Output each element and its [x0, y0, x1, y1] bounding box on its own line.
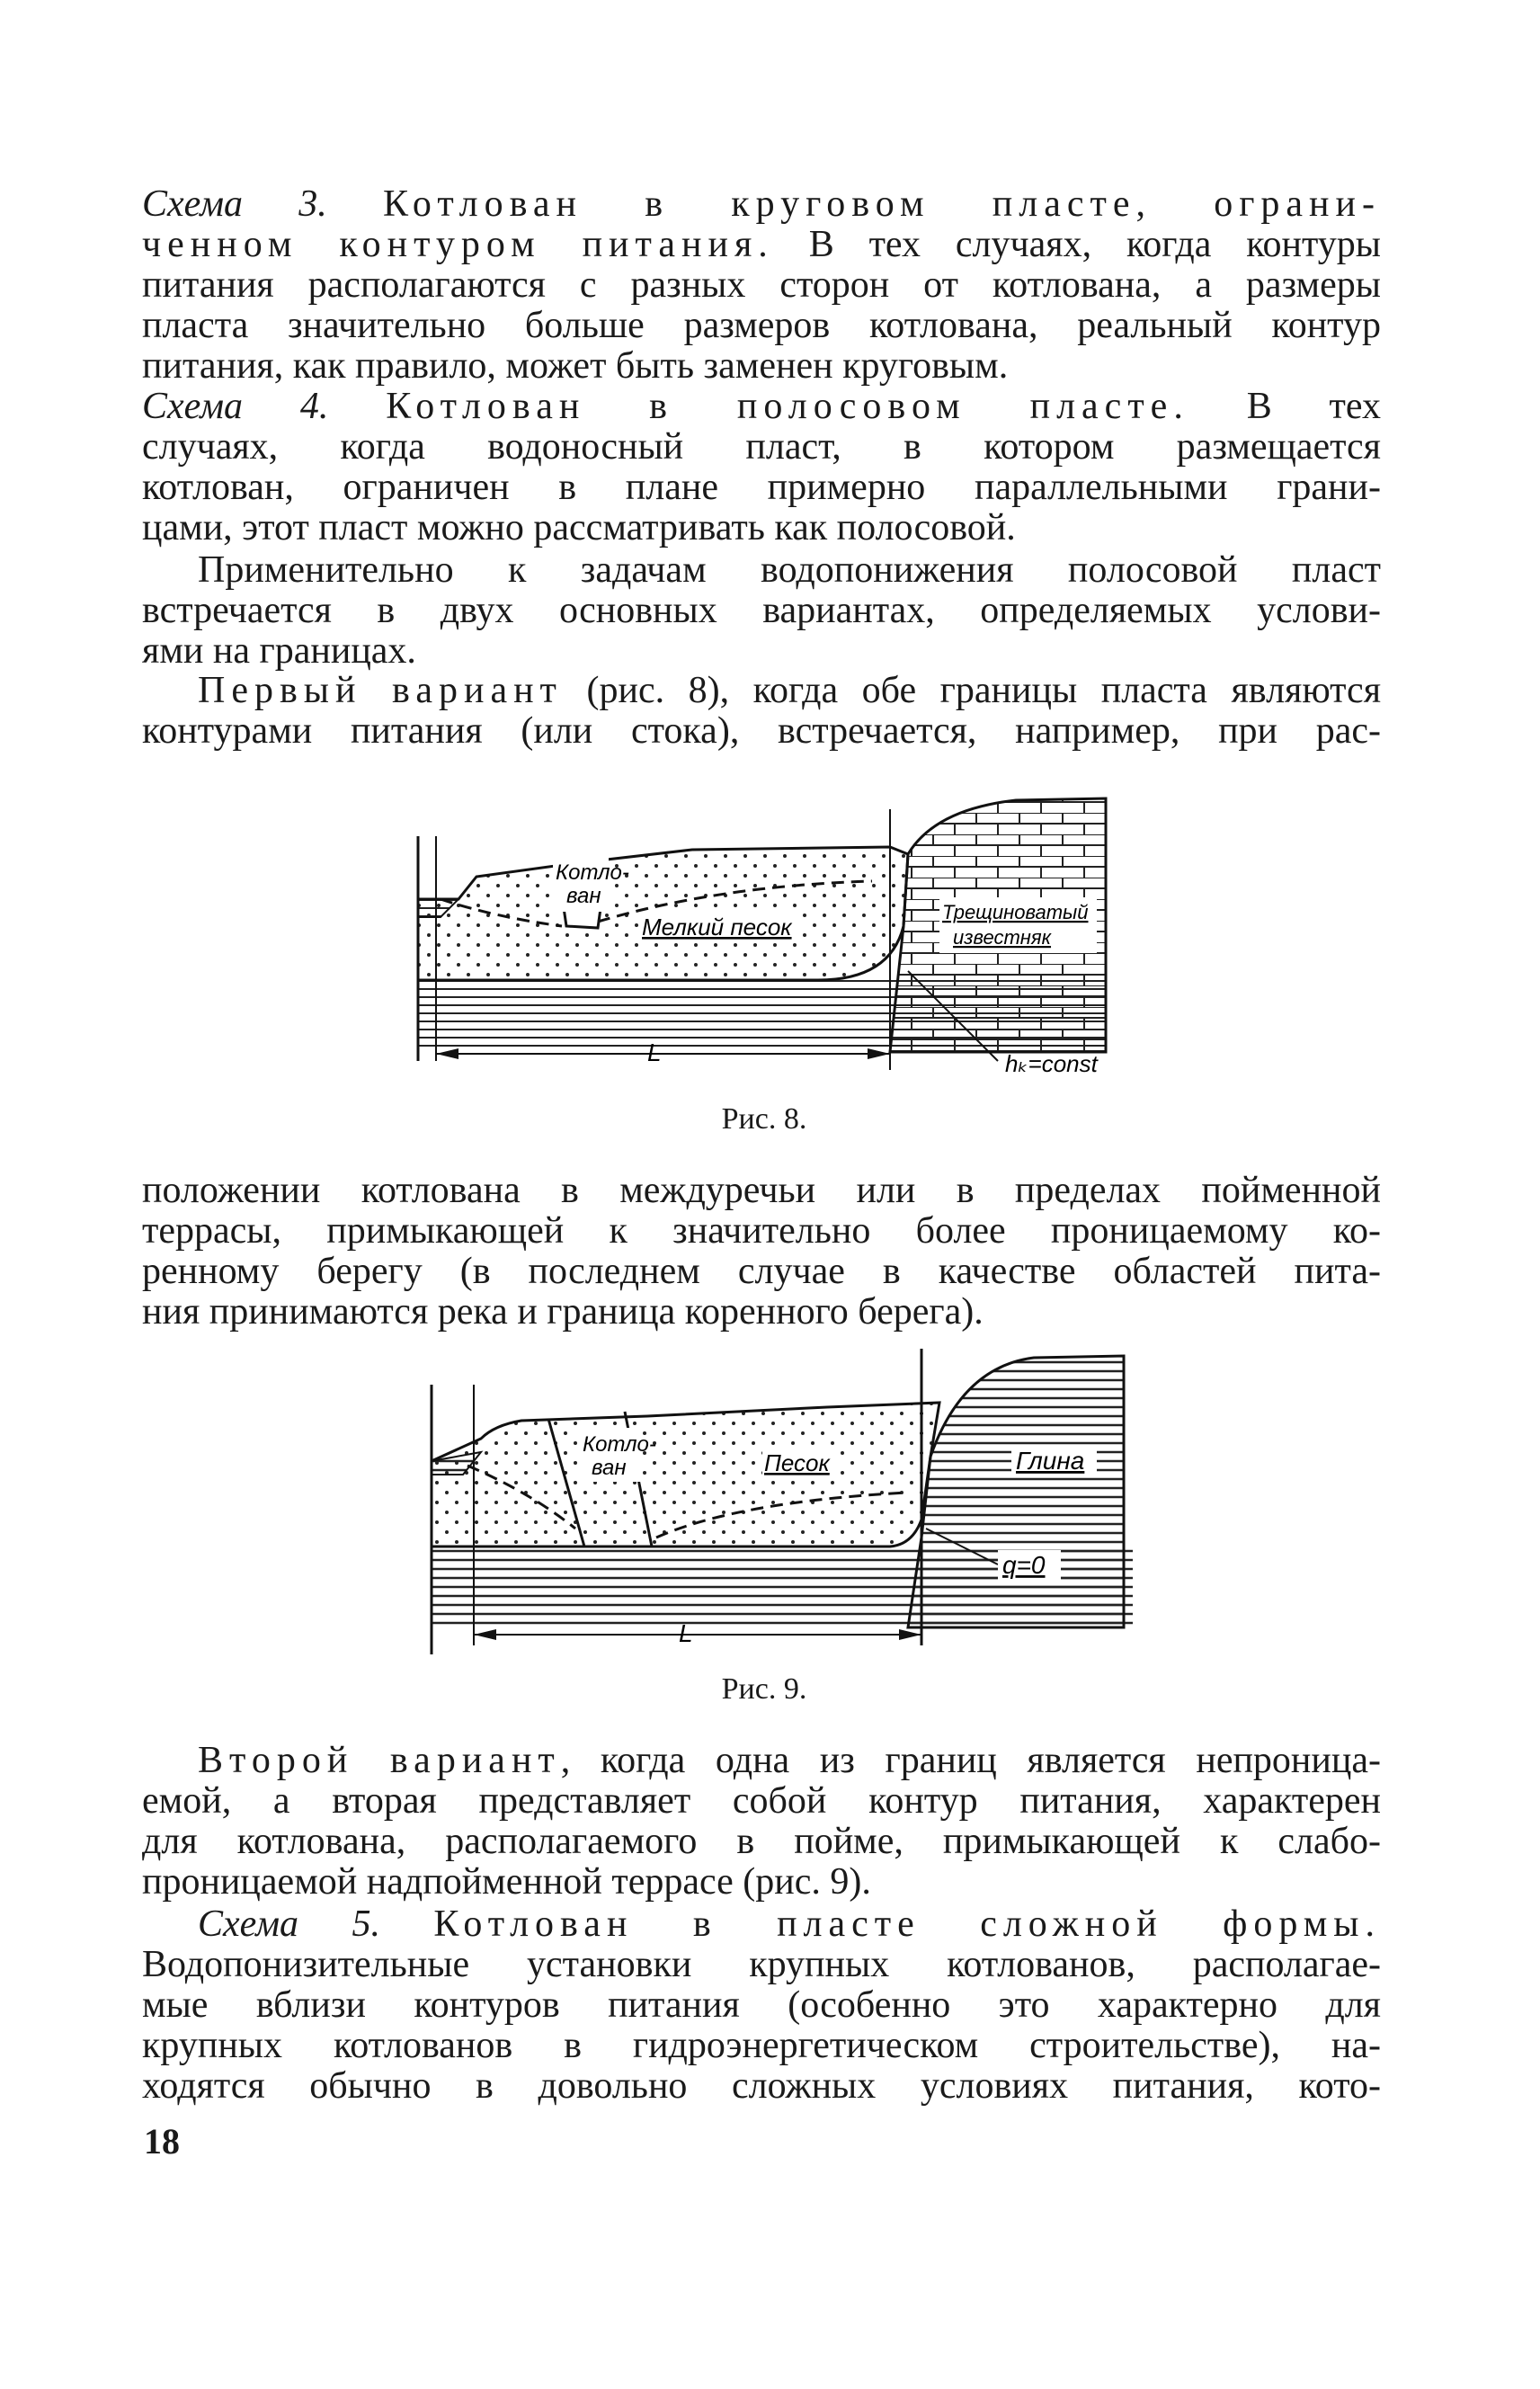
fig8-limestone-label-1: Трещиноватый: [942, 901, 1089, 923]
schema-3-title: Котлован в круговом пласте, ограни-: [382, 183, 1381, 225]
text-line: пласта значительно больше размеров котлована, реальный контур: [142, 305, 1381, 346]
text-line: емой, а вторая представляет собой контур питания, характерен: [142, 1780, 1381, 1822]
text-line: контурами питания (или стока), встречается, например, при рас-: [142, 710, 1381, 752]
paragraph-floodplain: [142, 1171, 1381, 1333]
fig9-length-label: L: [679, 1619, 693, 1647]
text-line: ния принимаются река и граница коренного берега).: [142, 1291, 984, 1333]
fig8-pit-label-1: Котло-: [556, 860, 629, 885]
text-line: ходятся обычно в довольно сложных условиях питания, кото-: [142, 2065, 1381, 2107]
fig9-flow-label: q=0: [1002, 1551, 1046, 1579]
fig8-length-label: L: [647, 1039, 662, 1066]
fig9-pit-label-2: ван: [592, 1456, 627, 1480]
text-line: встречается в двух основных вариантах, определяемых услови-: [142, 590, 1381, 631]
text-line: положении котлована в междуречьи или в пределах пойменной: [142, 1170, 1381, 1211]
variant-2-label: Второй вариант: [198, 1740, 561, 1781]
text-line: случаях, когда водоносный пласт, в котором размещается: [142, 426, 1381, 468]
sand-layer: [432, 1403, 939, 1547]
schema-4-title: Котлован в полосовом пласте.: [386, 386, 1189, 427]
text-line: для котлована, располагаемого в пойме, примыкающей к слабо-: [142, 1821, 1381, 1862]
fig9-clay-label: Глина: [1016, 1447, 1085, 1475]
paragraph-schema-3: [142, 184, 1381, 387]
clay-terrace: [908, 1356, 1124, 1627]
text-line: террасы, примыкающей к значительно более проницаемому ко-: [142, 1210, 1381, 1252]
text-line: Водопонизительные установки крупных котлованов, располагае-: [142, 1944, 1381, 1985]
schema-4-label: Схема 4.: [142, 386, 329, 427]
page-number: 18: [144, 2121, 180, 2162]
fig9-pit-label-1: Котло-: [583, 1432, 656, 1457]
fig8-condition-label: hₖ=const: [1005, 1050, 1098, 1077]
figure-8-caption: Рис. 8.: [721, 1102, 807, 1136]
text-line: питания располагаются с разных сторон от котлована, а размеры: [142, 264, 1381, 306]
fig8-sand-label: Мелкий песок: [642, 914, 792, 940]
figure-9: [423, 1349, 1142, 1663]
paragraph-variant-2: Второй вариант, когда одна из границ является непроница- емой, а вторая представляет собой контур питания, характерен для котлована, располагаемого в пойме, примыкающей к слабо- проницаемой надпойменной террасе (рис. 9).: [142, 1740, 1381, 1903]
text-line: котлован, ограничен в плане примерно параллельными грани-: [142, 467, 1381, 508]
text-line: проницаемой надпойменной террасе (рис. 9).: [142, 1861, 871, 1903]
text-line: питания, как правило, может быть заменен круговым.: [142, 345, 1009, 387]
figure-8: [405, 791, 1115, 1088]
text-line: ренному берегу (в последнем случае в качестве областей пита-: [142, 1251, 1381, 1292]
text-line: мые вблизи контуров питания (особенно это характерно для: [142, 1984, 1381, 2026]
paragraph-schema-5: [142, 1904, 1381, 2107]
text-line: цами, этот пласт можно рассматривать как полосовой.: [142, 507, 1016, 548]
paragraph-variant-1: Первый вариант (рис. 8), когда обе границы пласта являются контурами питания (или стока), встречается, например, при рас-: [142, 670, 1382, 752]
fig9-sand-label: Песок: [764, 1449, 830, 1476]
text-line: ями на границах.: [142, 630, 416, 672]
variant-1-label: Первый вариант: [198, 670, 563, 711]
paragraph-variants: [142, 550, 1381, 672]
schema-3-label: Схема 3.: [142, 183, 327, 225]
schema-3-title-cont: ченном контуром питания.: [142, 224, 774, 265]
text-line: Применительно к задачам водопонижения полосовой пласт: [198, 549, 1381, 591]
fig8-pit-label-2: ван: [566, 884, 601, 908]
paragraph-schema-4: Схема 4. Котлован в полосовом пласте. В тех случаях, когда водоносный пласт, в котором размещается котлован, ограничен в плане примерно параллельными грани- цами, этот пласт можно рассматривать как полосовой.: [142, 386, 1382, 548]
schema-5-label: Схема 5.: [198, 1903, 380, 1945]
fig8-limestone-label-2: известняк: [953, 926, 1052, 949]
text-line: крупных котлованов в гидроэнергетическом строительстве), на-: [142, 2025, 1381, 2066]
schema-3-text-line: В тех случаях, когда контуры: [808, 224, 1382, 265]
figure-9-caption: Рис. 9.: [721, 1672, 807, 1706]
schema-5-title: Котлован в пласте сложной формы.: [433, 1903, 1382, 1945]
